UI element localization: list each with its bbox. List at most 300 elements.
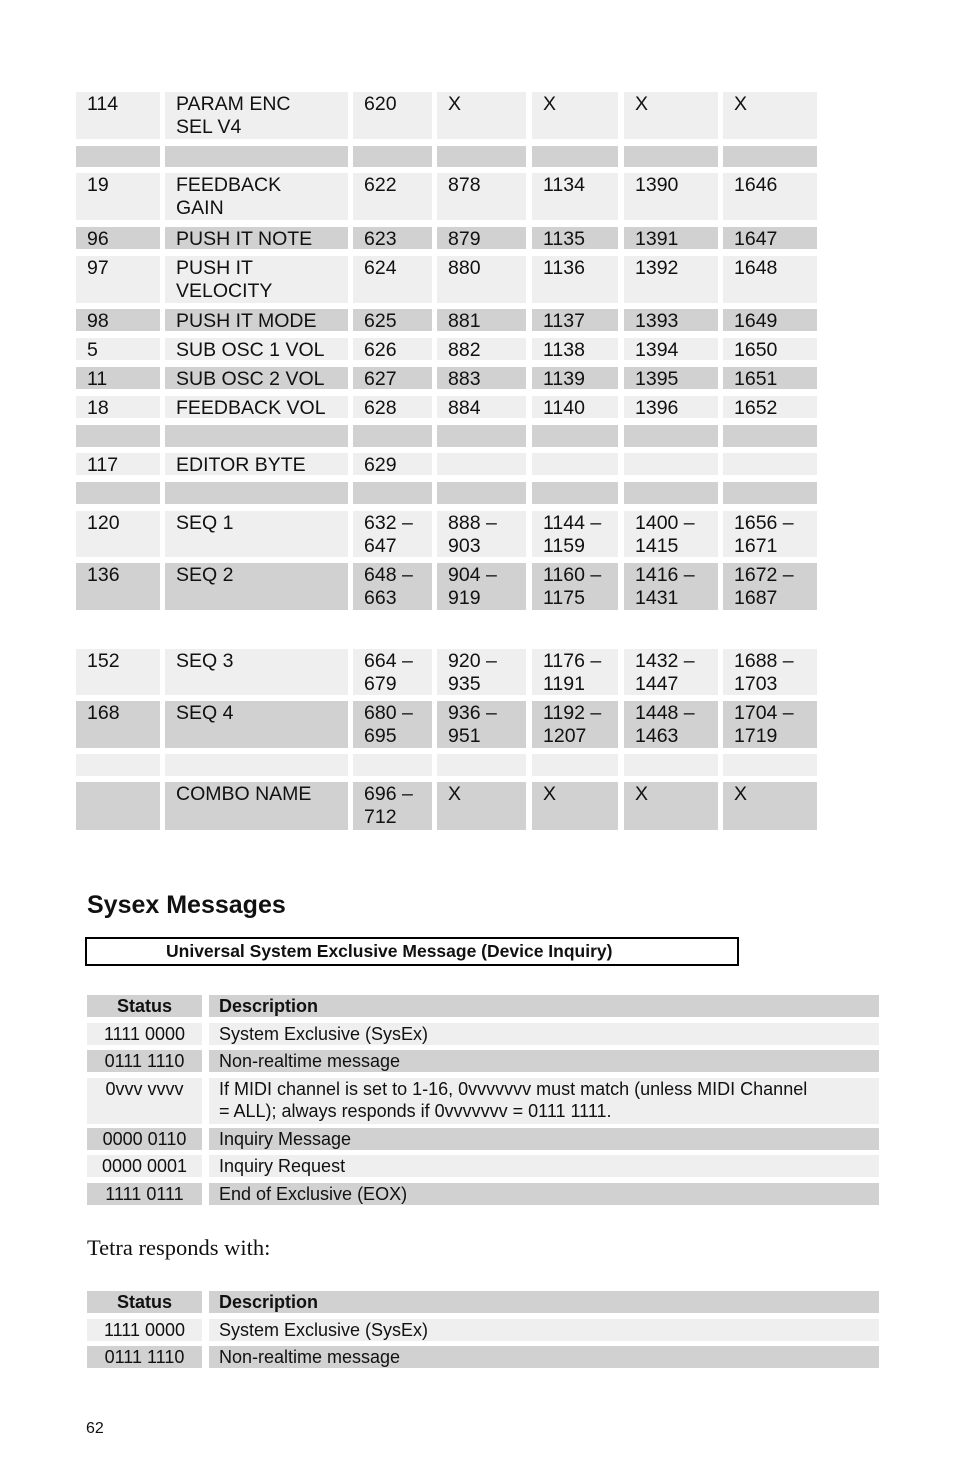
cell-text: X	[734, 783, 748, 805]
table-cell	[624, 649, 718, 695]
description-cell: If MIDI channel is set to 1-16, 0vvvvvvv must match (unless MIDI Channel = ALL); always responds if 0vvvvvvv = 0111 1111.	[209, 1078, 879, 1124]
cell-text: 1176 – 1191	[543, 650, 602, 695]
table-header-row	[87, 995, 879, 1017]
table-cell	[353, 227, 432, 249]
table-cell	[532, 701, 618, 748]
cell-text	[87, 782, 160, 783]
cell-text: 664 – 679	[364, 650, 413, 695]
table-cell	[165, 227, 348, 249]
table-cell	[353, 649, 432, 695]
cell-text: 1137	[543, 310, 585, 332]
cell-text	[176, 754, 348, 755]
cell-text	[543, 482, 618, 483]
cell-text	[543, 425, 618, 426]
cell-text: 628	[364, 397, 397, 419]
table-cell	[165, 649, 348, 695]
table-cell	[437, 782, 526, 830]
cell-text	[448, 453, 526, 454]
cell-text: 627	[364, 368, 397, 390]
cell-text: 1395	[635, 368, 679, 390]
table-row	[76, 482, 818, 504]
cell-text: 1647	[734, 228, 778, 250]
table-row	[76, 511, 818, 557]
table-cell	[624, 227, 718, 249]
cell-text: 1139	[543, 368, 585, 390]
table-cell	[437, 701, 526, 748]
table-cell	[353, 92, 432, 139]
description-cell: System Exclusive (SysEx)	[209, 1023, 879, 1045]
table-cell	[76, 453, 160, 475]
cell-text: 1652	[734, 397, 778, 419]
cell-text: 696 – 712	[364, 783, 413, 828]
table-cell	[624, 782, 718, 830]
cell-text: 1650	[734, 339, 778, 361]
table-cell	[723, 256, 817, 303]
cell-text: SEQ 3	[176, 650, 234, 672]
table-cell	[437, 173, 526, 220]
cell-text	[543, 146, 618, 147]
cell-text: 1672 – 1687	[734, 564, 794, 609]
cell-text	[734, 754, 817, 755]
cell-text: 626	[364, 339, 397, 361]
table-cell	[76, 754, 160, 776]
cell-text: SEQ 1	[176, 512, 234, 534]
table-cell	[353, 173, 432, 220]
cell-text	[734, 482, 817, 483]
cell-text	[635, 425, 718, 426]
status-cell: 0111 1110	[87, 1050, 202, 1072]
cell-text: 1646	[734, 174, 778, 196]
table-cell	[532, 173, 618, 220]
cell-text: 1416 – 1431	[635, 564, 695, 609]
cell-text: 920 – 935	[448, 650, 497, 695]
boxed-table-title: Universal System Exclusive Message (Device Inquiry)	[85, 937, 739, 966]
table-row	[87, 1023, 879, 1045]
cell-text	[635, 482, 718, 483]
description-cell: End of Exclusive (EOX)	[209, 1183, 879, 1205]
cell-text: FEEDBACK GAIN	[176, 174, 282, 219]
table-cell	[532, 649, 618, 695]
cell-text: 152	[87, 650, 120, 672]
table-cell	[624, 256, 718, 303]
cell-text: 117	[87, 454, 119, 476]
table-cell	[723, 146, 817, 167]
table-cell	[532, 511, 618, 557]
table-cell	[437, 256, 526, 303]
table-cell	[437, 511, 526, 557]
cell-text	[543, 754, 618, 755]
cell-text: 19	[87, 174, 109, 196]
cell-text: 1432 – 1447	[635, 650, 695, 695]
table-cell	[723, 563, 817, 610]
cell-text: 97	[87, 257, 109, 279]
table-row	[87, 1128, 879, 1150]
cell-text: 625	[364, 310, 397, 332]
cell-text: X	[635, 93, 649, 115]
table-cell	[76, 256, 160, 303]
table-cell	[532, 482, 618, 504]
cell-text	[87, 146, 160, 147]
status-cell: Status	[87, 995, 202, 1017]
table-cell	[165, 338, 348, 360]
table-cell	[76, 338, 160, 360]
status-cell: 0111 1110	[87, 1346, 202, 1368]
table-cell	[624, 338, 718, 360]
cell-text: 18	[87, 397, 109, 419]
status-cell: 0000 0001	[87, 1155, 202, 1177]
table-cell	[723, 338, 817, 360]
cell-text: 888 – 903	[448, 512, 497, 557]
cell-text: 1390	[635, 174, 679, 196]
cell-text: 632 – 647	[364, 512, 413, 557]
table-cell	[723, 782, 817, 830]
table-cell	[437, 425, 526, 447]
table-cell	[532, 396, 618, 418]
description-cell: Non-realtime message	[209, 1050, 879, 1072]
table-cell	[165, 367, 348, 389]
table-cell	[165, 396, 348, 418]
table-cell	[723, 754, 817, 776]
cell-text	[364, 482, 432, 483]
table-cell	[353, 453, 432, 475]
cell-text: 1649	[734, 310, 778, 332]
cell-text: 120	[87, 512, 120, 534]
cell-text: 11	[87, 368, 108, 390]
table-row	[76, 92, 818, 139]
table-cell	[532, 256, 618, 303]
cell-text	[364, 146, 432, 147]
cell-text: 936 – 951	[448, 702, 497, 747]
cell-text: 622	[364, 174, 397, 196]
description-cell: System Exclusive (SysEx)	[209, 1319, 879, 1341]
table-cell	[532, 92, 618, 139]
table-row	[76, 453, 818, 475]
table-cell	[76, 309, 160, 331]
description-cell: Non-realtime message	[209, 1346, 879, 1368]
table-cell	[532, 453, 618, 475]
table-cell	[76, 782, 160, 830]
cell-text: PUSH IT MODE	[176, 310, 317, 332]
table-cell	[723, 227, 817, 249]
cell-text: PARAM ENC SEL V4	[176, 93, 291, 138]
cell-text: X	[635, 783, 649, 805]
table-cell	[532, 367, 618, 389]
table-cell	[624, 701, 718, 748]
cell-text: EDITOR BYTE	[176, 454, 306, 476]
table-cell	[437, 338, 526, 360]
cell-text: 1135	[543, 228, 585, 250]
table-cell	[723, 511, 817, 557]
cell-text: 648 – 663	[364, 564, 413, 609]
table-cell	[165, 782, 348, 830]
table-row	[76, 146, 818, 167]
cell-text: PUSH IT VELOCITY	[176, 257, 273, 302]
cell-text: 1648	[734, 257, 778, 279]
cell-text: 1656 – 1671	[734, 512, 794, 557]
cell-text: SUB OSC 1 VOL	[176, 339, 325, 361]
table-cell	[353, 367, 432, 389]
cell-text: 1394	[635, 339, 679, 361]
table-cell	[353, 563, 432, 610]
table-cell	[532, 563, 618, 610]
table-row	[76, 425, 818, 447]
table-cell	[353, 782, 432, 830]
cell-text	[734, 453, 817, 454]
table-cell	[532, 754, 618, 776]
table-cell	[723, 309, 817, 331]
table-cell	[165, 256, 348, 303]
cell-text: COMBO NAME	[176, 783, 312, 805]
cell-text: 1160 – 1175	[543, 564, 602, 609]
cell-text: 879	[448, 228, 481, 250]
table-cell	[165, 754, 348, 776]
status-cell: 0000 0110	[87, 1128, 202, 1150]
table-cell	[624, 396, 718, 418]
cell-text: 98	[87, 310, 109, 332]
table-cell	[165, 425, 348, 447]
cell-text: 1138	[543, 339, 585, 361]
section-heading: Sysex Messages	[87, 891, 286, 919]
cell-text: 1400 – 1415	[635, 512, 695, 557]
cell-text: 1192 – 1207	[543, 702, 602, 747]
cell-text	[448, 482, 526, 483]
table-cell	[76, 227, 160, 249]
cell-text: 880	[448, 257, 481, 279]
table-cell	[165, 563, 348, 610]
cell-text	[448, 146, 526, 147]
table-cell	[353, 511, 432, 557]
table-row	[76, 256, 818, 303]
cell-text	[176, 482, 348, 483]
description-cell: Description	[209, 995, 879, 1017]
table-cell	[76, 425, 160, 447]
page-number: 62	[86, 1420, 104, 1437]
table-cell	[437, 146, 526, 167]
status-cell: 1111 0111	[87, 1183, 202, 1205]
description-cell: Inquiry Request	[209, 1155, 879, 1177]
table-cell	[624, 482, 718, 504]
cell-text	[176, 146, 348, 147]
table-cell	[165, 453, 348, 475]
table-row	[76, 227, 818, 249]
cell-text: 114	[87, 93, 119, 115]
cell-text	[635, 146, 718, 147]
table-cell	[353, 701, 432, 748]
cell-text: 904 – 919	[448, 564, 497, 609]
table-cell	[76, 146, 160, 167]
table-row	[87, 1183, 879, 1205]
table-cell	[353, 309, 432, 331]
cell-text: X	[448, 783, 462, 805]
table-row	[87, 1319, 879, 1341]
table-cell	[624, 173, 718, 220]
cell-text: 883	[448, 368, 481, 390]
table-cell	[437, 309, 526, 331]
cell-text: 1136	[543, 257, 585, 279]
table-row	[76, 338, 818, 360]
cell-text: 1393	[635, 310, 679, 332]
table-cell	[723, 92, 817, 139]
cell-text	[543, 453, 618, 454]
table-cell	[532, 146, 618, 167]
table-cell	[624, 511, 718, 557]
cell-text: X	[448, 93, 462, 115]
table-cell	[76, 396, 160, 418]
table-row	[76, 396, 818, 418]
cell-text: 1392	[635, 257, 679, 279]
table-row	[76, 563, 818, 610]
table-cell	[165, 701, 348, 748]
table-cell	[353, 425, 432, 447]
table-row	[76, 173, 818, 220]
table-cell	[165, 92, 348, 139]
cell-text: 1651	[734, 368, 778, 390]
cell-text: FEEDBACK VOL	[176, 397, 326, 419]
table-cell	[624, 146, 718, 167]
table-cell	[353, 754, 432, 776]
table-cell	[165, 146, 348, 167]
table-cell	[723, 425, 817, 447]
table-cell	[437, 92, 526, 139]
table-cell	[76, 173, 160, 220]
table-cell	[165, 309, 348, 331]
table-cell	[532, 782, 618, 830]
table-cell	[723, 649, 817, 695]
cell-text: 884	[448, 397, 481, 419]
table-row	[87, 1346, 879, 1368]
cell-text: 1134	[543, 174, 585, 196]
table-cell	[723, 453, 817, 475]
cell-text: SEQ 4	[176, 702, 234, 724]
table-cell	[76, 367, 160, 389]
table-cell	[624, 563, 718, 610]
table-cell	[437, 367, 526, 389]
table-cell	[624, 309, 718, 331]
cell-text: PUSH IT NOTE	[176, 228, 313, 250]
cell-text: 1140	[543, 397, 585, 419]
cell-text: 882	[448, 339, 481, 361]
table-header-row	[87, 1291, 879, 1313]
cell-text	[448, 425, 526, 426]
table-cell	[353, 482, 432, 504]
cell-text	[364, 425, 432, 426]
table-cell	[624, 453, 718, 475]
table-cell	[532, 338, 618, 360]
table-row	[76, 701, 818, 748]
cell-text	[635, 754, 718, 755]
description-cell: Inquiry Message	[209, 1128, 879, 1150]
cell-text: 1391	[635, 228, 679, 250]
table-cell	[532, 227, 618, 249]
cell-text: 1688 – 1703	[734, 650, 794, 695]
table-row	[76, 649, 818, 695]
cell-text: 624	[364, 257, 397, 279]
cell-text	[734, 146, 817, 147]
cell-text	[635, 453, 718, 454]
table-cell	[437, 563, 526, 610]
table-cell	[532, 425, 618, 447]
table-cell	[624, 425, 718, 447]
cell-text: X	[543, 783, 557, 805]
table-row	[76, 782, 818, 830]
table-cell	[437, 396, 526, 418]
cell-text: 1448 – 1463	[635, 702, 695, 747]
cell-text	[87, 425, 160, 426]
table-row	[87, 1078, 879, 1124]
table-cell	[437, 754, 526, 776]
table-cell	[723, 482, 817, 504]
status-cell: 0vvv vvvv	[87, 1078, 202, 1124]
cell-text: 96	[87, 228, 109, 250]
table-cell	[437, 453, 526, 475]
cell-text: 1396	[635, 397, 679, 419]
table-cell	[353, 256, 432, 303]
status-cell: 1111 0000	[87, 1023, 202, 1045]
table-cell	[76, 482, 160, 504]
table-row	[76, 367, 818, 389]
cell-text	[87, 754, 160, 755]
cell-text: X	[543, 93, 557, 115]
table-cell	[624, 754, 718, 776]
table-cell	[624, 367, 718, 389]
description-cell: Description	[209, 1291, 879, 1313]
table-cell	[437, 649, 526, 695]
cell-text: 881	[448, 310, 481, 332]
table-cell	[353, 396, 432, 418]
cell-text: 629	[364, 454, 397, 476]
table-cell	[76, 511, 160, 557]
responds-text: Tetra responds with:	[87, 1235, 271, 1260]
table-cell	[165, 511, 348, 557]
cell-text: SUB OSC 2 VOL	[176, 368, 325, 390]
cell-text: 5	[87, 339, 98, 361]
table-cell	[532, 309, 618, 331]
table-cell	[353, 146, 432, 167]
cell-text	[364, 754, 432, 755]
table-cell	[76, 92, 160, 139]
table-cell	[723, 367, 817, 389]
table-cell	[165, 173, 348, 220]
cell-text	[87, 482, 160, 483]
status-cell: Status	[87, 1291, 202, 1313]
cell-text: 168	[87, 702, 120, 724]
table-row	[76, 754, 818, 776]
table-cell	[723, 173, 817, 220]
cell-text: 620	[364, 93, 397, 115]
cell-text: 878	[448, 174, 481, 196]
table-cell	[437, 227, 526, 249]
table-cell	[437, 482, 526, 504]
table-cell	[353, 338, 432, 360]
cell-text: 1704 – 1719	[734, 702, 794, 747]
cell-text	[448, 754, 526, 755]
cell-text: 136	[87, 564, 120, 586]
table-cell	[165, 482, 348, 504]
cell-text	[734, 425, 817, 426]
cell-text: X	[734, 93, 748, 115]
table-cell	[76, 563, 160, 610]
cell-text: 680 – 695	[364, 702, 413, 747]
table-row	[87, 1050, 879, 1072]
table-cell	[723, 396, 817, 418]
cell-text: SEQ 2	[176, 564, 234, 586]
table-cell	[76, 701, 160, 748]
table-row	[87, 1155, 879, 1177]
cell-text: 623	[364, 228, 397, 250]
table-cell	[624, 92, 718, 139]
cell-text	[176, 425, 348, 426]
table-cell	[723, 701, 817, 748]
